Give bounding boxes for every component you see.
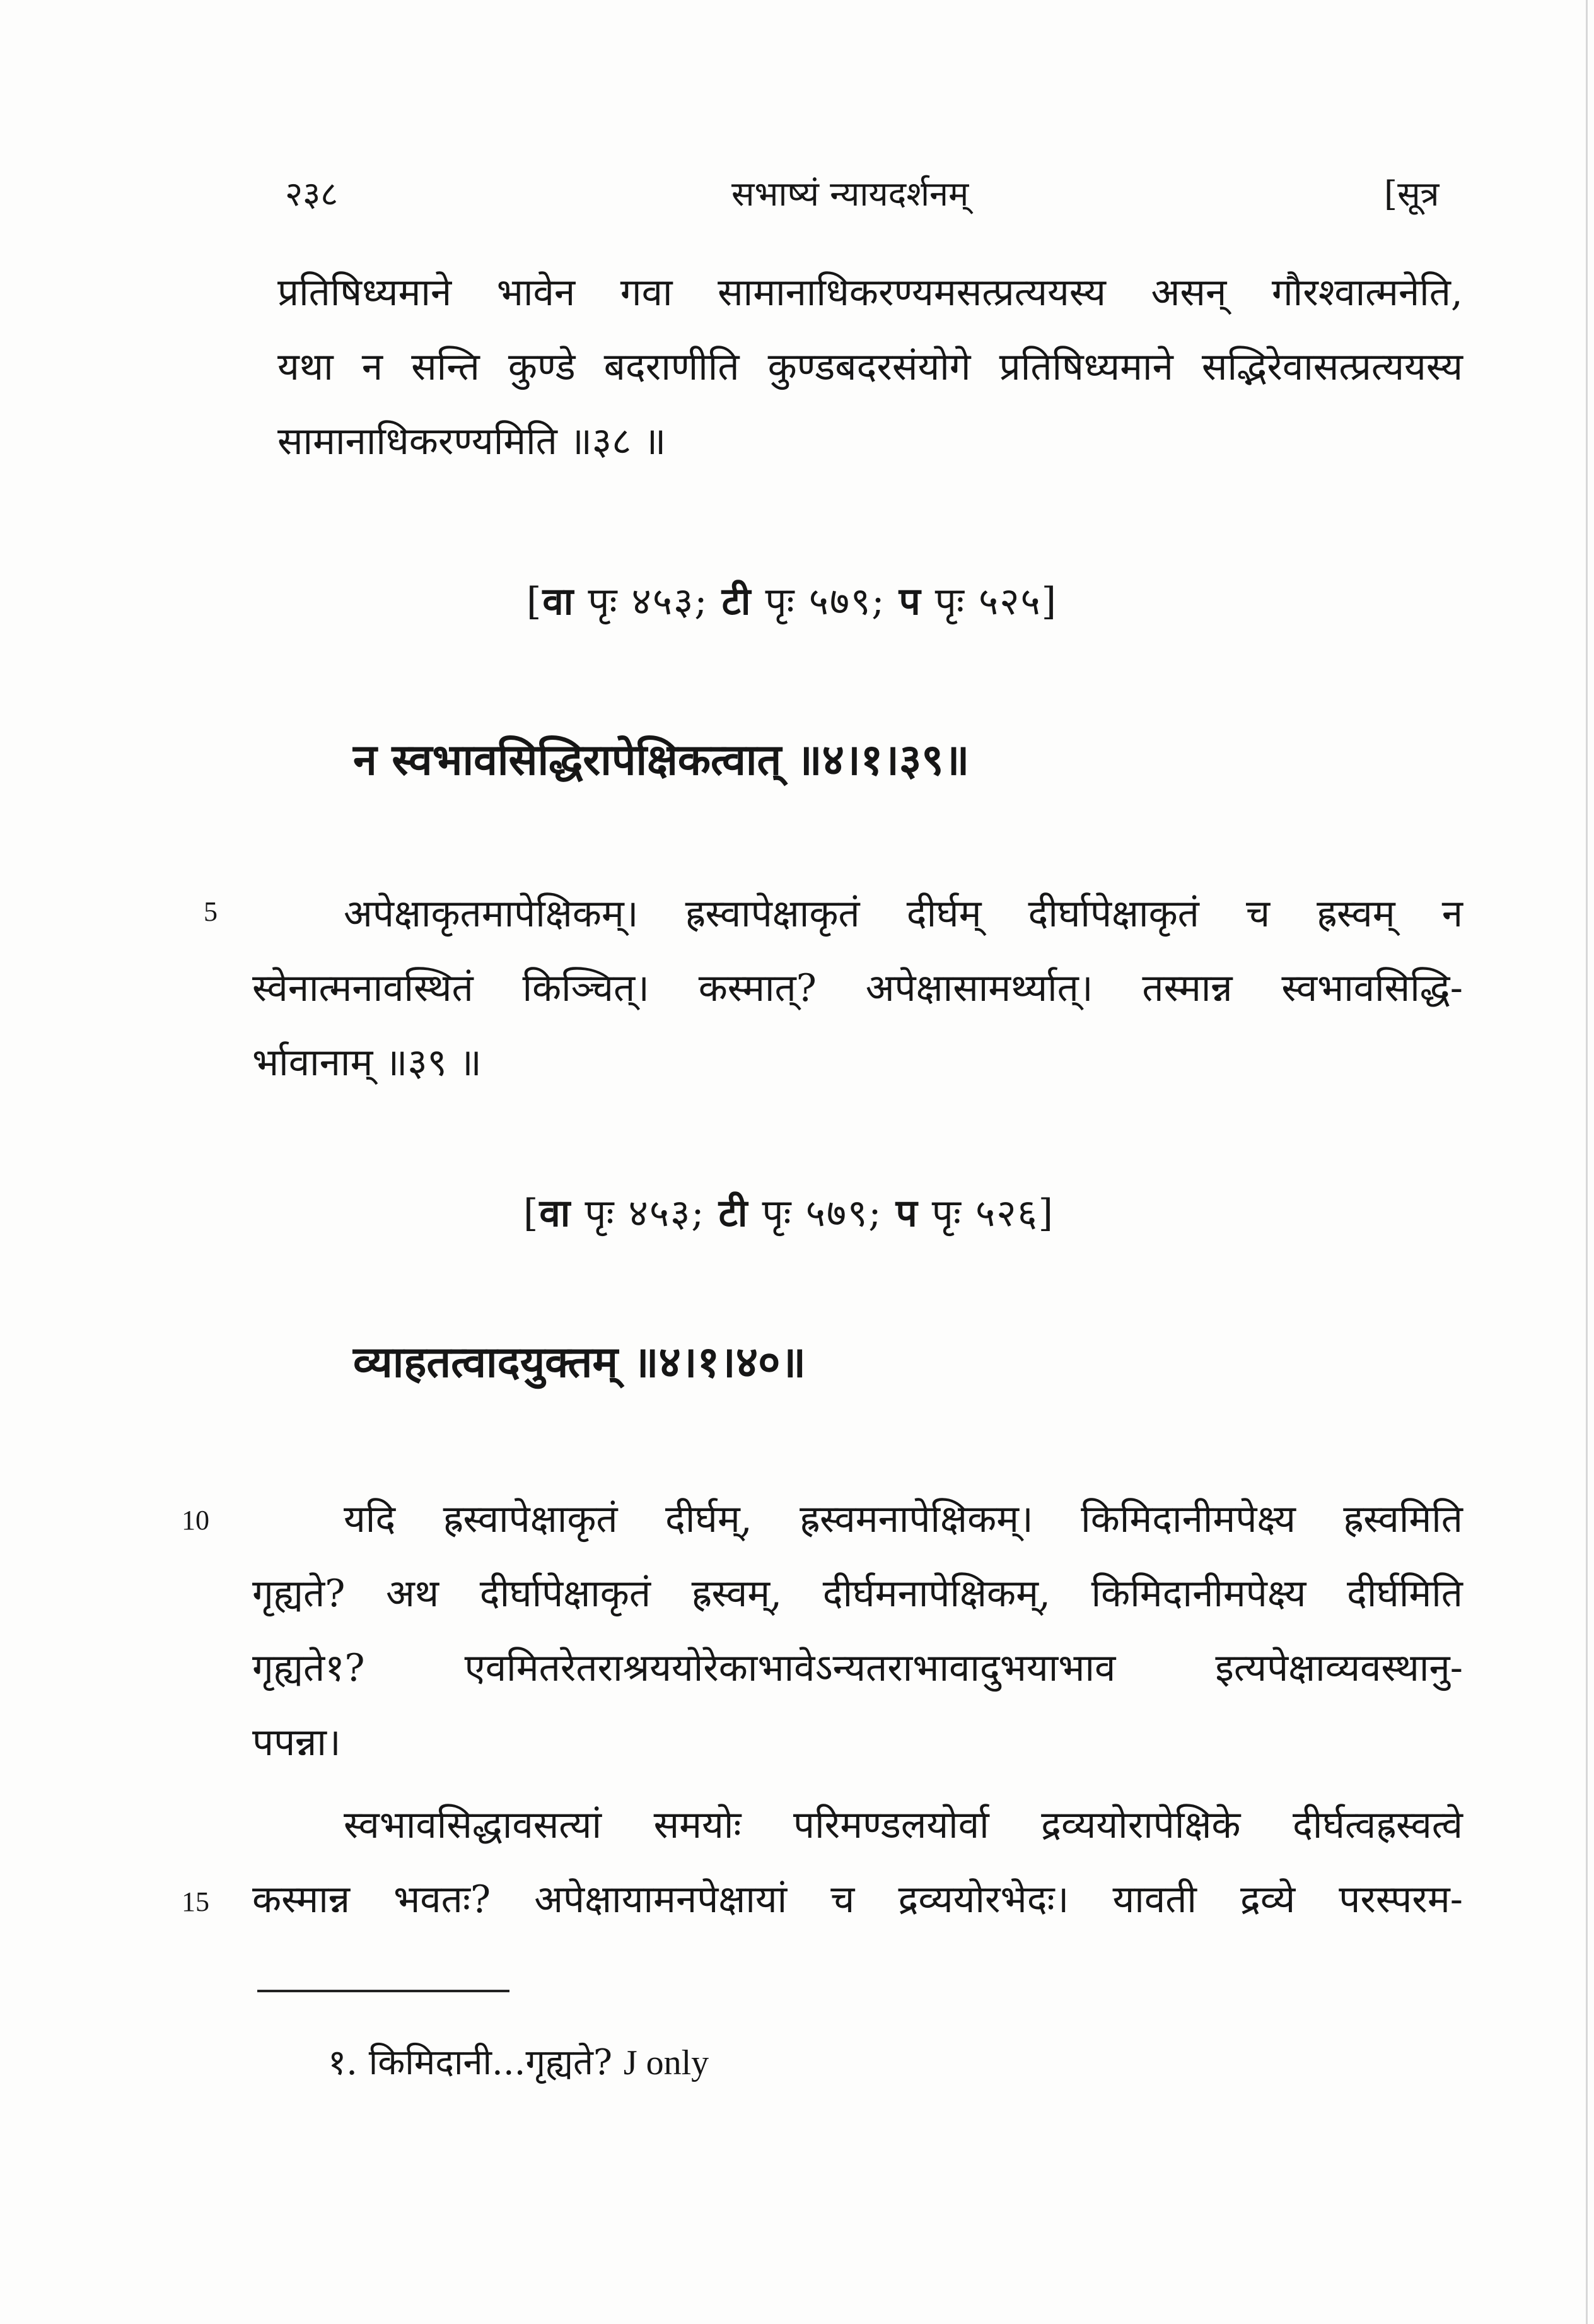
ref-va-page: पृः ४५३; bbox=[588, 580, 709, 624]
footnote bbox=[328, 2037, 709, 2085]
section-mark: [सूत्र bbox=[1384, 174, 1440, 214]
para3-line4: पपन्ना। bbox=[252, 1720, 341, 1765]
footnote-rule bbox=[257, 1990, 509, 1992]
line-number-10: 10 bbox=[182, 1505, 209, 1536]
ref-va-page: पृः ४५३; bbox=[585, 1191, 706, 1235]
ref-bracket: [ bbox=[523, 1191, 540, 1235]
ref-bracket: [ bbox=[526, 580, 543, 624]
sutra-39: न स्वभावसिद्धिरापेक्षिकत्वात् ॥४।१।३९॥ bbox=[353, 735, 970, 785]
line-number-5: 5 bbox=[204, 896, 218, 927]
para3-line2: गृह्यते? अथ दीर्घापेक्षाकृतं ह्रस्वम्, दीर्घमनापेक्षिकम्, किमिदानीमपेक्ष्य दीर्घमिति bbox=[252, 1572, 1463, 1616]
sutra-40: व्याहतत्वादयुक्तम् ॥४।१।४०॥ bbox=[353, 1337, 806, 1387]
para1-line1: प्रतिषिध्यमाने भावेन गवा सामानाधिकरण्यमसत्प्रत्ययस्य असन् गौरश्वात्मनेति, bbox=[277, 271, 1463, 315]
footnote-source: J only bbox=[623, 2043, 709, 2082]
para3-line3: गृह्यते१? एवमितरेतराश्रययोरेकाभावेऽन्यतराभावादुभयाभाव इत्यपेक्षाव्यवस्थानु- bbox=[252, 1646, 1463, 1690]
para4-line1: स्वभावसिद्धावसत्यां समयोः परिमण्डलयोर्वा द्रव्ययोरापेक्षिके दीर्घत्वह्रस्वत्वे bbox=[344, 1803, 1463, 1847]
para2-line3: र्भावानाम् ॥३९ ॥ bbox=[252, 1041, 482, 1085]
ref-pa-page: पृः ५२५] bbox=[934, 580, 1058, 624]
running-title: सभाष्यं न्यायदर्शनम् bbox=[731, 174, 969, 214]
ref-ti-page: पृः ५७९; bbox=[765, 580, 886, 624]
para4-line2: कस्मान्न भवतः? अपेक्षायामनपेक्षायां च द्रव्ययोरभेदः। यावती द्रव्ये परस्परम- bbox=[252, 1877, 1463, 1922]
para2-line1: अपेक्षाकृतमापेक्षिकम्। ह्रस्वापेक्षाकृतं दीर्घम् दीर्घापेक्षाकृतं च ह्रस्वम् न bbox=[344, 892, 1463, 936]
para2-line2: स्वेनात्मनावस्थितं किञ्चित्। कस्मात्? अपेक्षासामर्थ्यात्। तस्मान्न स्वभावसिद्धि- bbox=[252, 966, 1463, 1010]
footnote-text: १. किमिदानी...गृह्यते? bbox=[328, 2042, 612, 2083]
ref-ti: टी bbox=[721, 580, 752, 624]
ref-pa: प bbox=[895, 1191, 919, 1235]
scan-edge-mark bbox=[1586, 0, 1588, 2324]
ref-pa-page: पृः ५२६] bbox=[931, 1191, 1055, 1235]
ref-va: वा bbox=[539, 1191, 572, 1235]
para1-line3: सामानाधिकरण्यमिति ॥३८ ॥ bbox=[277, 419, 666, 464]
ref-ti: टी bbox=[718, 1191, 749, 1235]
para1-line2: यथा न सन्ति कुण्डे बदराणीति कुण्डबदरसंयोगे प्रतिषिध्यमाने सद्भिरेवासत्प्रत्ययस्य bbox=[277, 345, 1463, 389]
page-number: २३८ bbox=[285, 174, 339, 214]
reference-line-2 bbox=[523, 1186, 1054, 1237]
line-number-15: 15 bbox=[182, 1886, 209, 1917]
ref-ti-page: पृः ५७९; bbox=[762, 1191, 883, 1235]
ref-va: वा bbox=[542, 580, 575, 624]
ref-pa: प bbox=[899, 580, 922, 624]
para3-line1: यदि ह्रस्वापेक्षाकृतं दीर्घम्, ह्रस्वमनापेक्षिकम्। किमिदानीमपेक्ष्य ह्रस्वमिति bbox=[344, 1497, 1463, 1541]
reference-line-1 bbox=[526, 574, 1057, 626]
